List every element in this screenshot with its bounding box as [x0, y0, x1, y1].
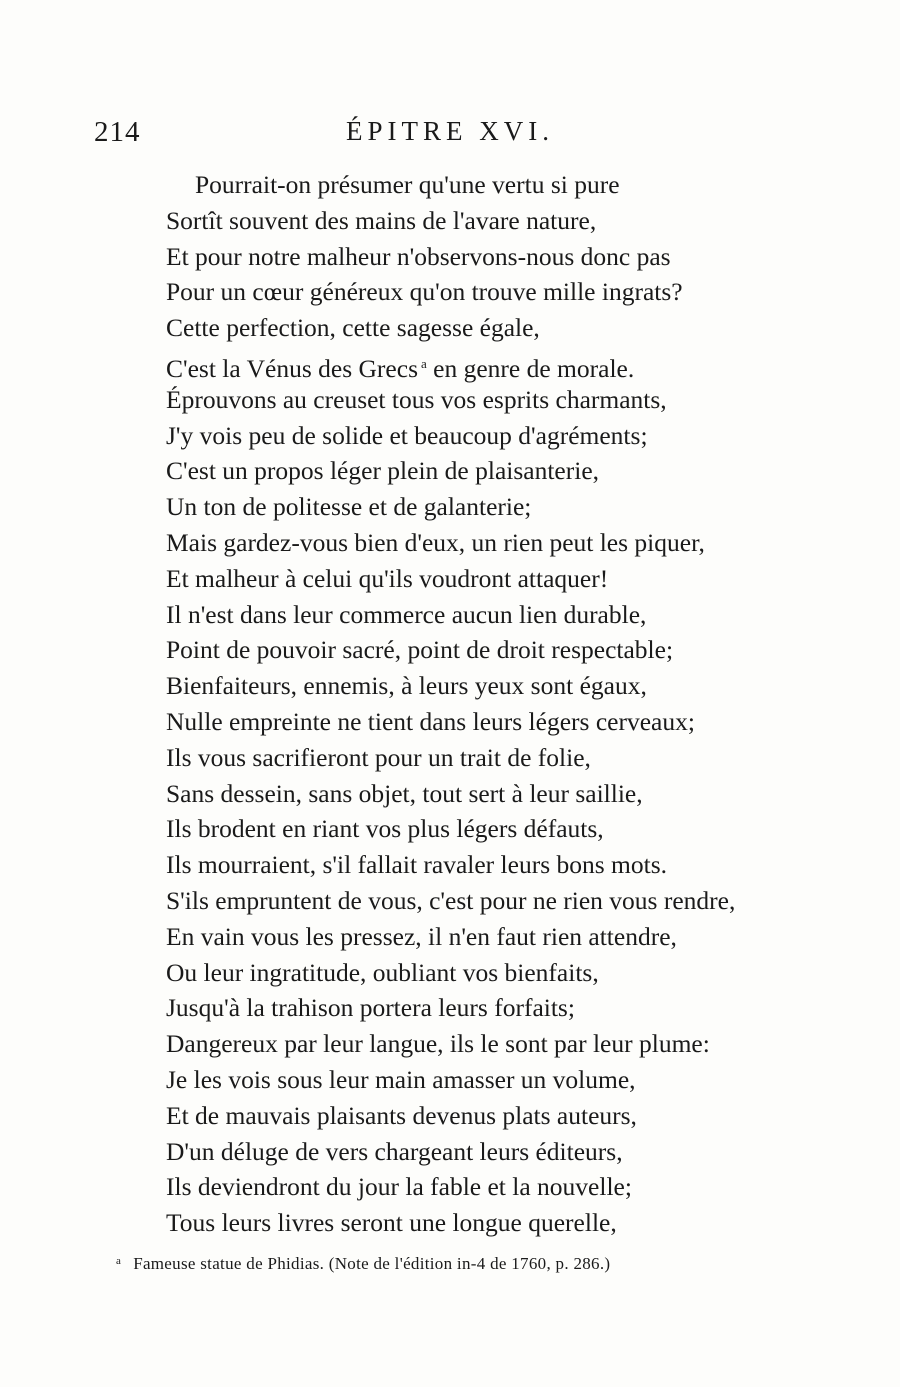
verse-line: Ils vous sacrifieront pour un trait de folie, [166, 742, 591, 772]
verse-line-start: C'est la Vénus des Grecs [166, 353, 418, 383]
verse-line: Et malheur à celui qu'ils voudront attaquer! [166, 563, 609, 593]
verse-line: Ou leur ingratitude, oubliant vos bienfaits, [166, 957, 599, 987]
verse-line: J'y vois peu de solide et beaucoup d'agréments; [166, 420, 648, 450]
verse-line: Et pour notre malheur n'observons-nous donc pas [166, 241, 671, 271]
verse-line: En vain vous les pressez, il n'en faut rien attendre, [166, 921, 677, 951]
verse-line: Je les vois sous leur main amasser un volume, [166, 1064, 636, 1094]
verse-line: Pour un cœur généreux qu'on trouve mille ingrats? [166, 277, 683, 307]
page-number: 214 [94, 116, 141, 148]
verse-line: Un ton de politesse et de galanterie; [166, 492, 532, 522]
verse-line: Sortît souvent des mains de l'avare nature, [166, 205, 597, 235]
verse-line: Ils brodent en riant vos plus légers défauts, [166, 814, 604, 844]
verse-line: Et de mauvais plaisants devenus plats auteurs, [166, 1100, 637, 1130]
verse-line-with-footnote [166, 346, 866, 382]
verse-line: Sans dessein, sans objet, tout sert à leur saillie, [166, 778, 643, 808]
verse-line: Ils mourraient, s'il fallait ravaler leurs bons mots. [166, 850, 668, 880]
verse-line: Bienfaiteurs, ennemis, à leurs yeux sont égaux, [166, 671, 647, 701]
verse-line: Éprouvons au creuset tous vos esprits charmants, [166, 384, 667, 414]
running-head-title: ÉPITRE XVI. [346, 116, 554, 146]
verse-line: Il n'est dans leur commerce aucun lien durable, [166, 599, 647, 629]
verse-line: Point de pouvoir sacré, point de droit respectable; [166, 635, 674, 665]
footnote-text: Fameuse statue de Phidias. (Note de l'édition in-4 de 1760, p. 286.) [133, 1254, 611, 1273]
verse-line: Nulle empreinte ne tient dans leurs légers cerveaux; [166, 706, 695, 736]
footnote [116, 1254, 610, 1274]
poem-body [166, 167, 866, 1241]
verse-line: Ils deviendront du jour la fable et la nouvelle; [166, 1172, 632, 1202]
footnote-marker: a [116, 1255, 122, 1267]
verse-line: C'est un propos léger plein de plaisanterie, [166, 456, 600, 486]
footnote-reference: a [421, 355, 427, 371]
verse-line: Mais gardez-vous bien d'eux, un rien peut les piquer, [166, 527, 705, 557]
verse-line: Dangereux par leur langue, ils le sont par leur plume: [166, 1029, 710, 1059]
verse-line: Pourrait-on présumer qu'une vertu si pure [195, 170, 620, 199]
verse-line: Jusqu'à la trahison portera leurs forfaits; [166, 993, 575, 1023]
verse-line: Cette perfection, cette sagesse égale, [166, 313, 540, 343]
verse-line: D'un déluge de vers chargeant leurs éditeurs, [166, 1136, 623, 1166]
verse-line: Tous leurs livres seront une longue querelle, [166, 1208, 617, 1238]
verse-line: S'ils empruntent de vous, c'est pour ne rien vous rendre, [166, 885, 736, 915]
verse-line-end: en genre de morale. [433, 353, 635, 383]
